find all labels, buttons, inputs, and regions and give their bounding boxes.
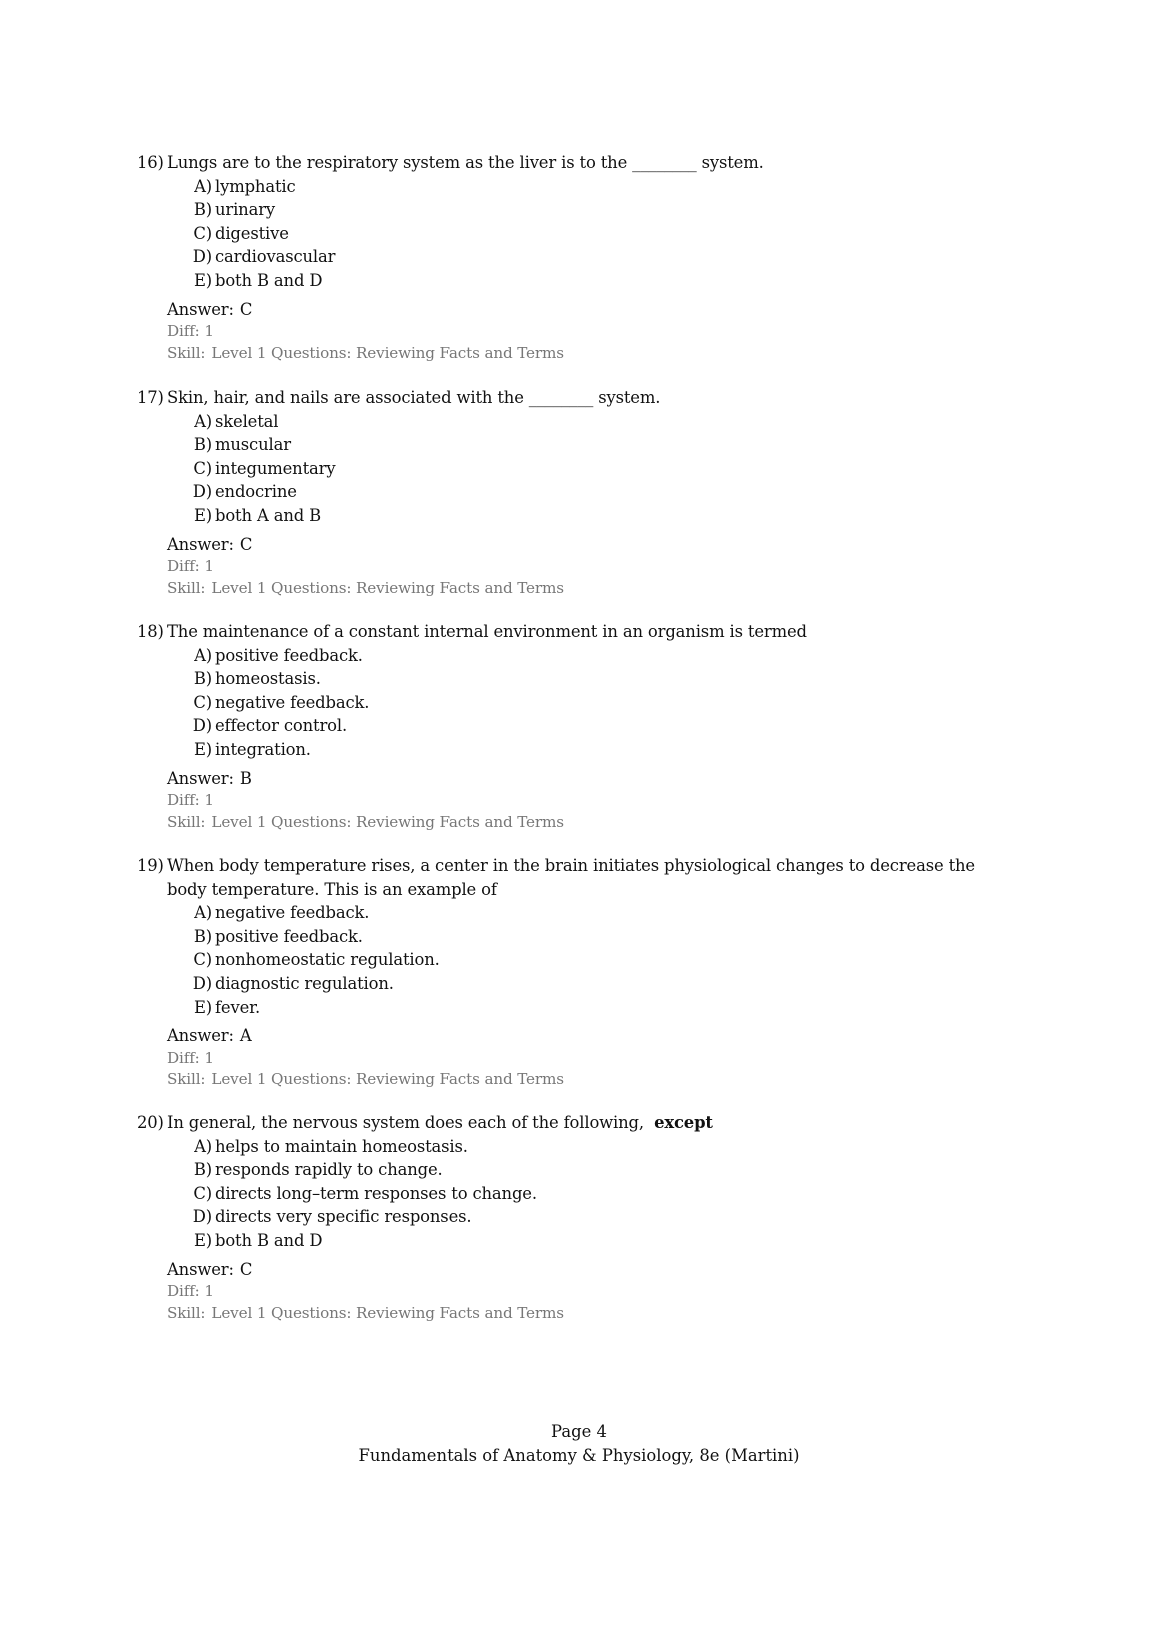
skill-line: Skill: Level 1 Questions: Reviewing Facts and Terms — [167, 812, 564, 831]
skill-line: Skill: Level 1 Questions: Reviewing Facts and Terms — [167, 1303, 564, 1322]
question-number: 16) — [137, 153, 164, 172]
option-c: C) integumentary — [193, 458, 336, 478]
page-footer — [0, 1420, 1158, 1467]
answer-options — [137, 1135, 1017, 1253]
option-b: B) homeostasis. — [193, 669, 321, 689]
option-e: E) both B and D — [193, 1230, 323, 1250]
skill-line: Skill: Level 1 Questions: Reviewing Facts and Terms — [167, 1070, 564, 1089]
answer-line: Answer: A — [167, 1026, 252, 1046]
question-19 — [137, 854, 1017, 1091]
skill-line: Skill: Level 1 Questions: Reviewing Facts and Terms — [167, 578, 564, 597]
question-number: 18) — [137, 622, 164, 641]
answer-line: Answer: C — [167, 1259, 253, 1279]
option-a: A) helps to maintain homeostasis. — [194, 1136, 468, 1156]
question-stem — [137, 151, 1017, 175]
answer-options — [137, 644, 1017, 762]
option-a: A) positive feedback. — [194, 645, 363, 665]
option-c: C) negative feedback. — [193, 692, 370, 712]
question-number: 17) — [137, 388, 164, 407]
question-stem — [137, 854, 1017, 901]
answer-value: C — [239, 1259, 253, 1279]
question-text: The maintenance of a constant internal environment in an organism is termed — [167, 622, 807, 641]
answer-value: B — [239, 768, 252, 788]
question-text: Skin, hair, and nails are associated with the ________ system. — [167, 388, 661, 407]
answer-value: A — [239, 1026, 252, 1046]
answer-line: Answer: C — [167, 534, 253, 554]
question-number: 20) — [137, 1113, 164, 1132]
option-a: A) skeletal — [194, 411, 279, 431]
question-number: 19) — [137, 856, 164, 875]
answer-value: C — [239, 299, 253, 319]
question-text: In general, the nervous system does each of the following, except — [167, 1113, 713, 1132]
question-text: Lungs are to the respiratory system as the liver is to the ________ system. — [167, 153, 764, 172]
difficulty: Diff: 1 — [167, 1048, 214, 1067]
option-c: C) directs long–term responses to change. — [193, 1183, 537, 1203]
difficulty: Diff: 1 — [167, 1282, 214, 1301]
option-b: B) urinary — [193, 200, 276, 220]
option-e: E) both A and B — [193, 505, 322, 525]
option-d: D) directs very specific responses. — [192, 1207, 472, 1227]
option-a: A) negative feedback. — [194, 903, 370, 923]
difficulty: Diff: 1 — [167, 791, 214, 810]
option-c: C) nonhomeostatic regulation. — [193, 950, 440, 970]
question-20 — [137, 1111, 1017, 1324]
page-number: Page 4 — [551, 1422, 607, 1441]
difficulty: Diff: 1 — [167, 322, 214, 341]
question-stem — [137, 386, 1017, 410]
option-d: D) effector control. — [192, 716, 348, 736]
question-text: When body temperature rises, a center in the brain initiates physiological changes to decrease the body temperature. This is an example of — [167, 856, 975, 899]
answer-line: Answer: C — [167, 299, 253, 319]
question-18 — [137, 620, 1017, 833]
question-17 — [137, 386, 1017, 599]
difficulty: Diff: 1 — [167, 557, 214, 576]
option-d: D) diagnostic regulation. — [192, 973, 394, 993]
option-e: E) fever. — [193, 997, 261, 1017]
option-a: A) lymphatic — [194, 176, 296, 196]
option-d: D) cardiovascular — [192, 247, 336, 267]
answer-options — [137, 410, 1017, 528]
question-stem — [137, 1111, 1017, 1135]
option-e: E) integration. — [193, 739, 311, 759]
option-b: B) muscular — [193, 435, 291, 455]
option-e: E) both B and D — [193, 270, 323, 290]
question-stem — [137, 620, 1017, 644]
answer-line: Answer: B — [167, 768, 252, 788]
emphasis-word: except — [654, 1113, 713, 1132]
answer-options — [137, 175, 1017, 293]
skill-line: Skill: Level 1 Questions: Reviewing Facts and Terms — [167, 343, 564, 362]
option-b: B) responds rapidly to change. — [193, 1160, 443, 1180]
option-b: B) positive feedback. — [193, 926, 363, 946]
option-c: C) digestive — [193, 223, 289, 243]
question-16 — [137, 151, 1017, 364]
answer-options — [137, 901, 1017, 1019]
book-title: Fundamentals of Anatomy & Physiology, 8e (Martini) — [358, 1445, 800, 1465]
option-d: D) endocrine — [192, 482, 297, 502]
answer-value: C — [239, 534, 253, 554]
